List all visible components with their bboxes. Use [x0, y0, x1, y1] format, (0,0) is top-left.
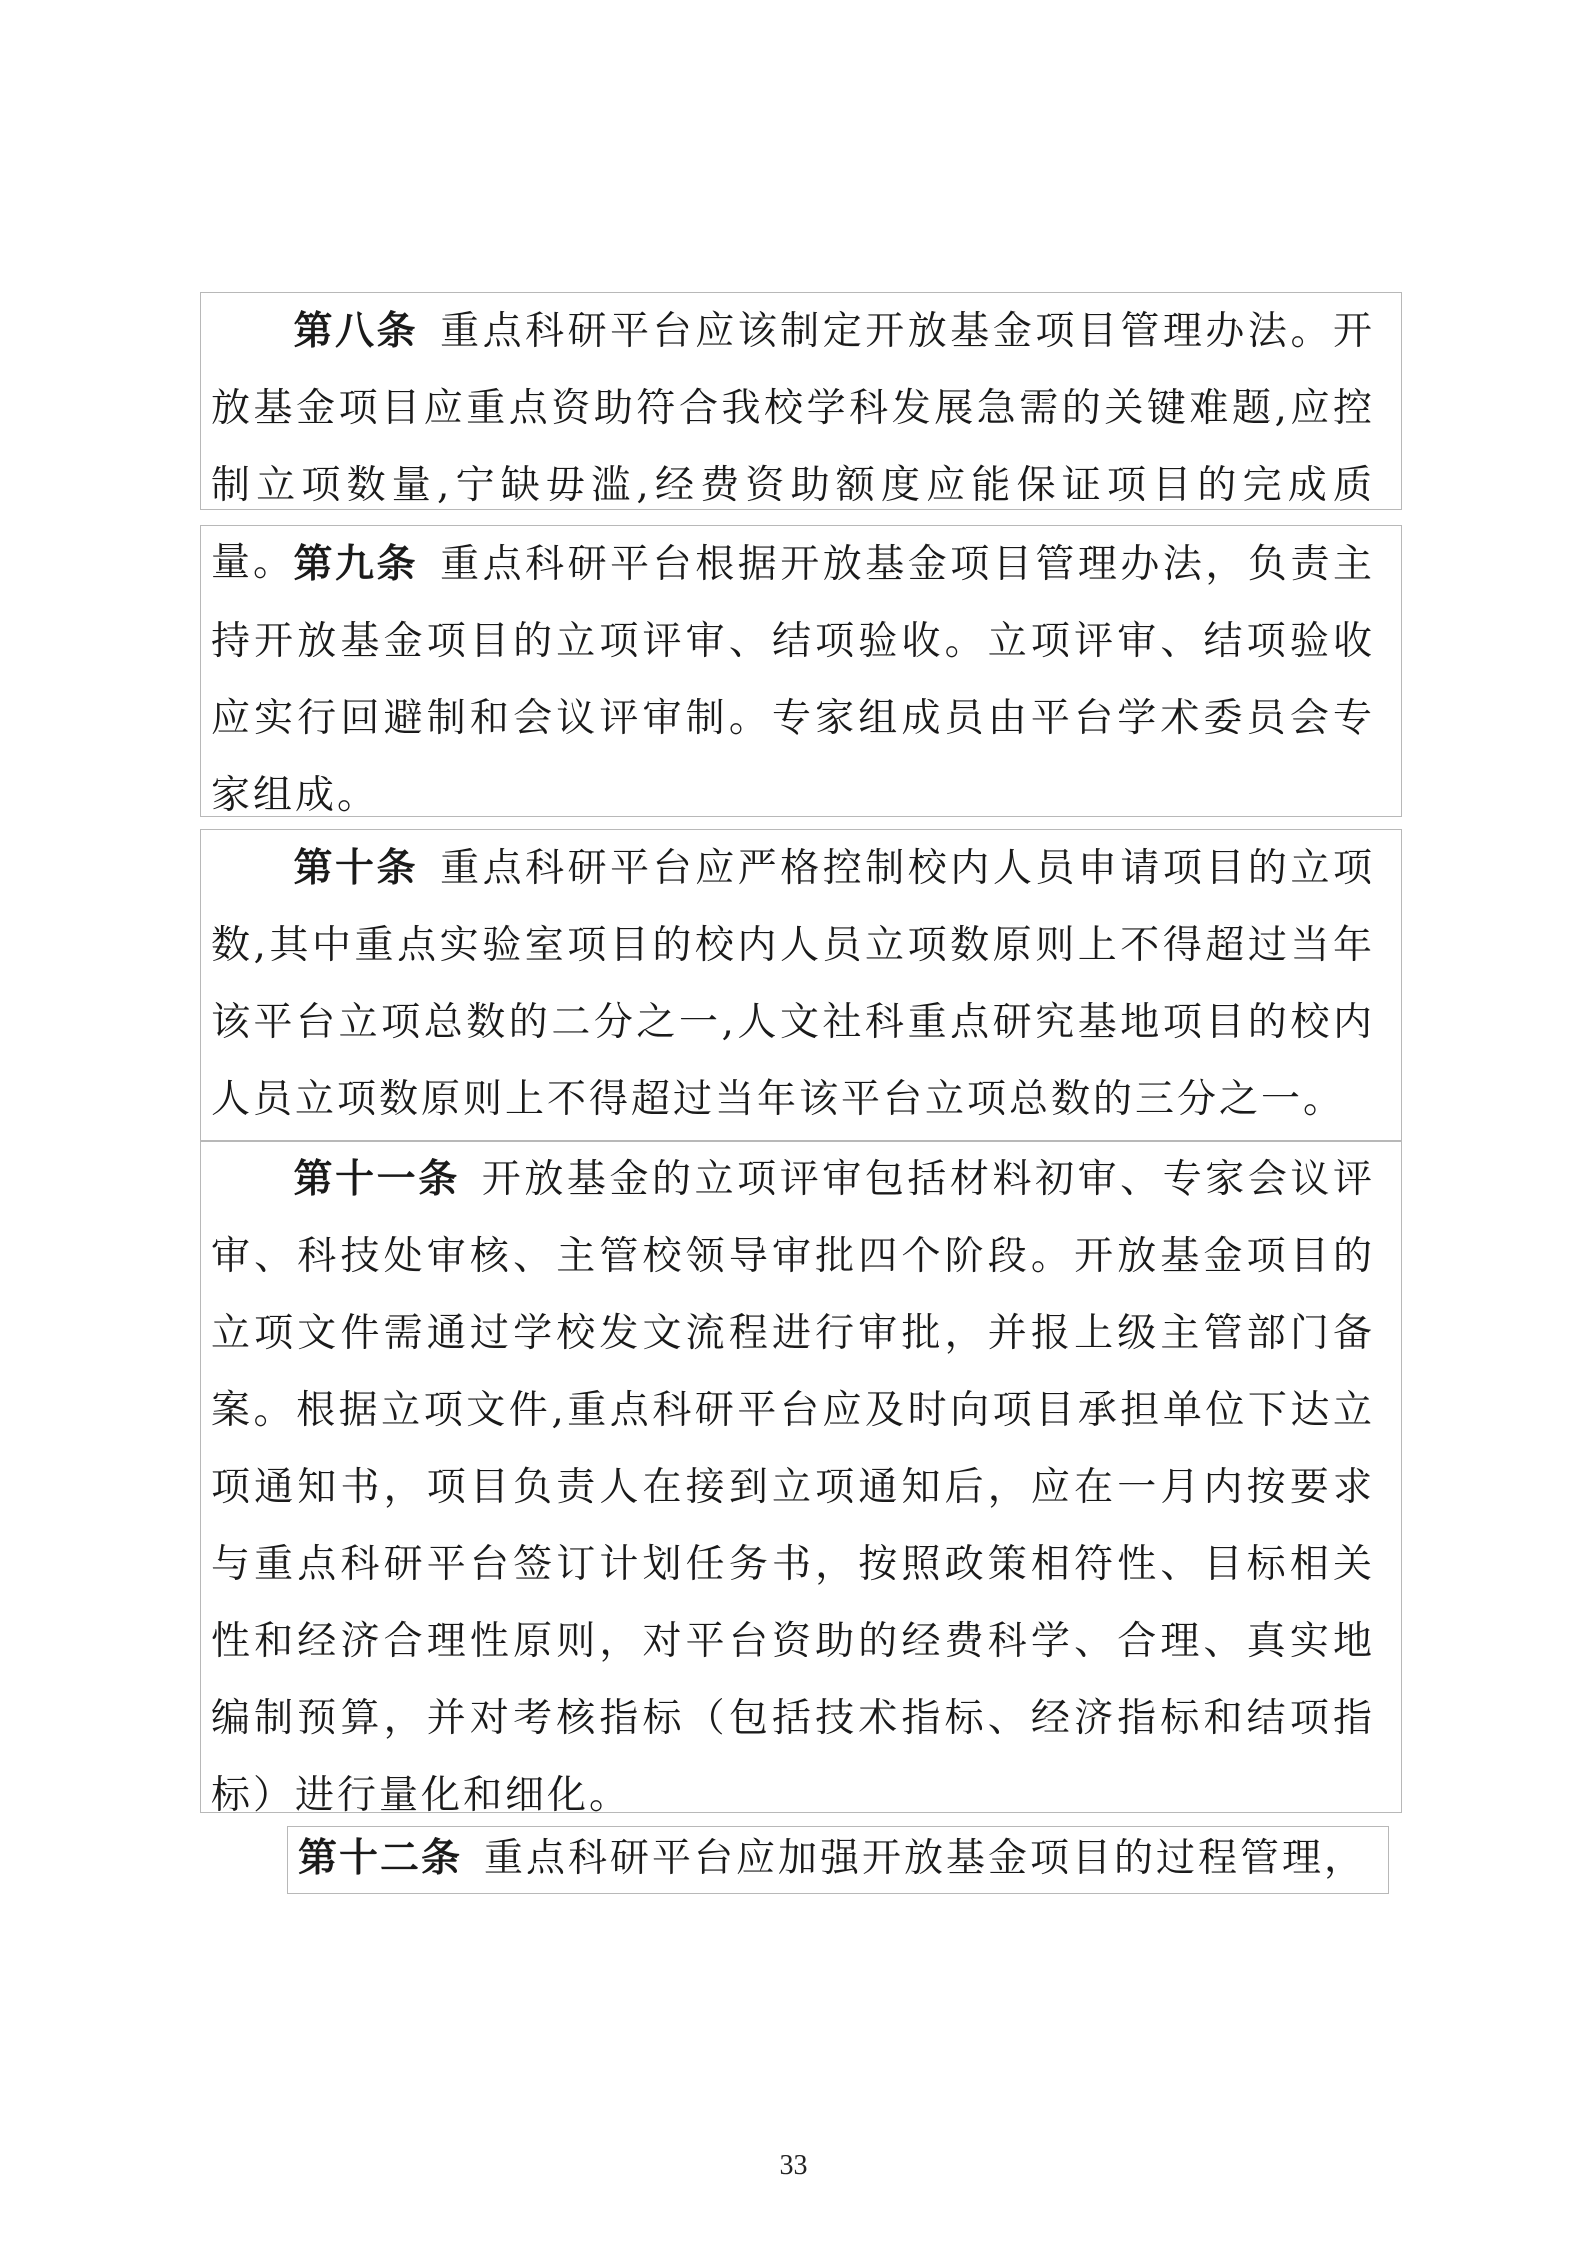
article-text: 重点科研平台应该制定开放基金项目管理办法。开放基金项目应重点资助符合我校学科发展急需的关键难题,应控制立项数量,宁缺毋滥,经费资助额度应能保证项目的完成质量。: [211, 309, 1375, 585]
article-text: 重点科研平台应加强开放基金项目的过程管理，: [484, 1836, 1367, 1881]
article-heading: 第九条: [293, 542, 419, 587]
article-text: 重点科研平台应严格控制校内人员申请项目的立项数,其中重点实验室项目的校内人员立项数原则上不得超过当年该平台立项总数的二分之一,人文社科重点研究基地项目的校内人员立项数原则上不得超过当年该平台立项总数的三分之一。: [211, 846, 1375, 1122]
page-number: 33: [779, 2150, 808, 2181]
article-10: [200, 829, 1402, 1142]
article-heading: 第十一条: [293, 1157, 460, 1202]
article-12: [287, 1826, 1389, 1894]
article-text: 重点科研平台根据开放基金项目管理办法，负责主持开放基金项目的立项评审、结项验收。立项评审、结项验收应实行回避制和会议评审制。专家组成员由平台学术委员会专家组成。: [211, 542, 1375, 818]
article-text: 开放基金的立项评审包括材料初审、专家会议评审、科技处审核、主管校领导审批四个阶段。开放基金项目的立项文件需通过学校发文流程进行审批，并报上级主管部门备案。根据立项文件,重点科研平台应及时向项目承担单位下达立项通知书，项目负责人在接到立项通知后，应在一月内按要求与重点科研平台签订计划任务书，按照政策相符性、目标相关性和经济合理性原则，对平台资助的经费科学、合理、真实地编制预算，并对考核指标（包括技术指标、经济指标和结项指标）进行量化和细化。: [211, 1157, 1375, 1818]
article-heading: 第十条: [293, 846, 419, 891]
article-9: [200, 525, 1402, 817]
article-heading: 第八条: [293, 309, 419, 354]
article-11: [200, 1140, 1402, 1818]
article-heading: 第十二条: [298, 1836, 463, 1881]
